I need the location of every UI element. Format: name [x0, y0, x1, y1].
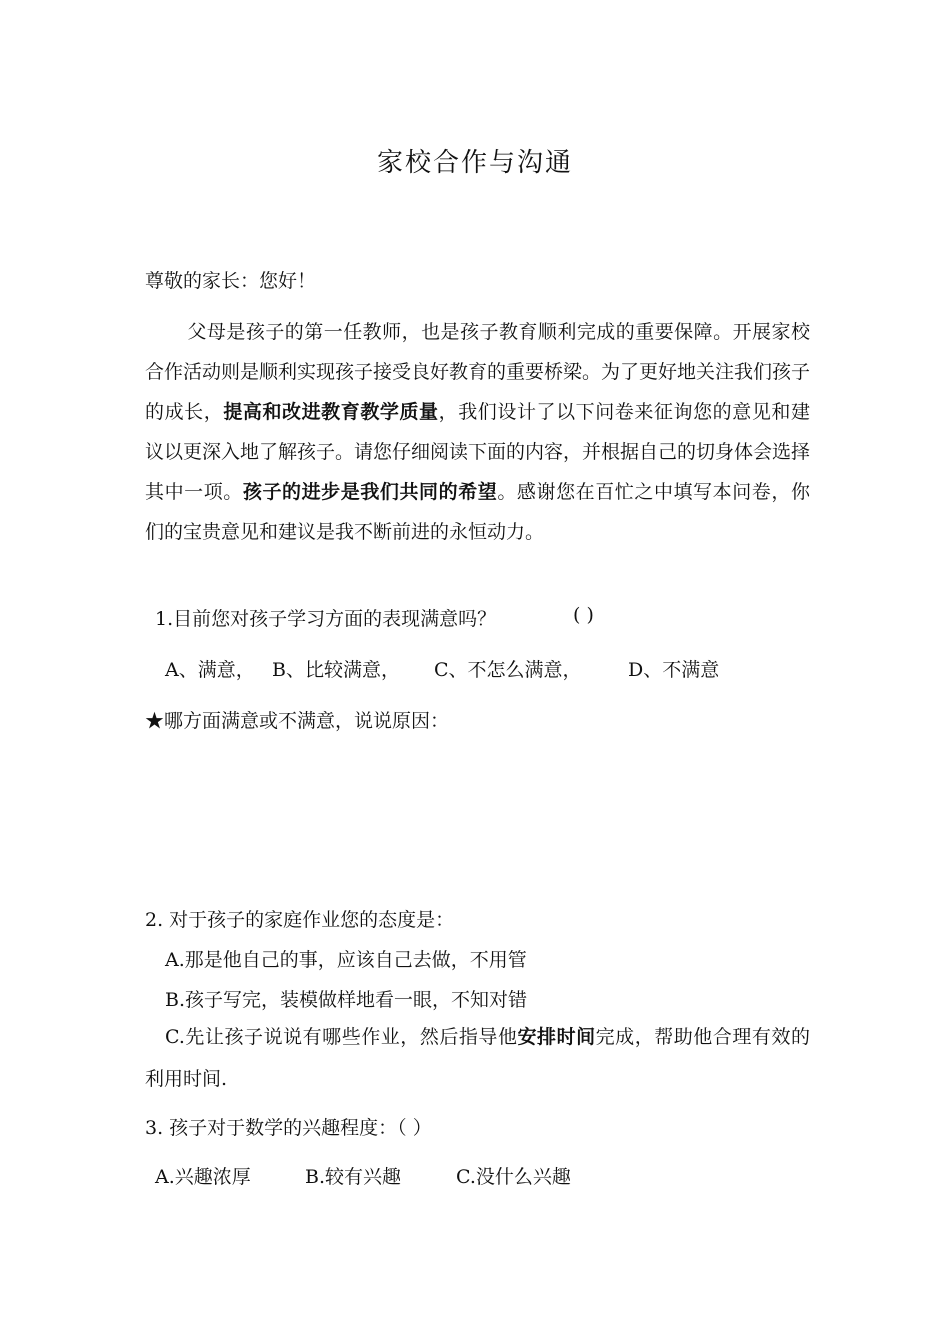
- intro-text-1: 父母是孩子的第一任教师，也是孩子教育顺利完成的重要保障。开展家校合作活动则是顺利实现孩子接受良好教育的重要桥梁。为了更好地关注我们孩子的成长，: [145, 321, 811, 423]
- q1-option-d: D、不满意: [628, 659, 720, 681]
- greeting: 尊敬的家长：您好！: [145, 270, 317, 292]
- q2-option-b: B.孩子写完，装模做样地看一眼，不知对错: [165, 989, 528, 1011]
- q3-option-b: B.较有兴趣: [305, 1166, 402, 1188]
- q3-option-c: C.没什么兴趣: [456, 1166, 571, 1188]
- intro-text-2: ，我们设计了以下问卷来征询您的意见和建议以更深入地了解孩子。请您仔细阅读下面的内容，并根据自己的切身体会选择其中一项。: [145, 401, 811, 503]
- page-title: 家校合作与沟通: [376, 148, 573, 178]
- q2-option-a: A.那是他自己的事，应该自己去做，不用管: [165, 949, 527, 971]
- q1-option-c: C、不怎么满意，: [434, 659, 582, 681]
- q2-option-c-text-2: 完成，帮助他合理有效的利用时间.: [145, 1026, 810, 1090]
- q2-option-c: [145, 1016, 810, 1100]
- q1-answer-paren: ( ): [573, 604, 594, 626]
- intro-paragraph: [145, 312, 810, 552]
- q3-question: 3. 孩子对于数学的兴趣程度：（ ）: [145, 1117, 432, 1139]
- intro-text-3: 。感谢您在百忙之中填写本问卷，你们的宝贵意见和建议是我不断前进的永恒动力。: [145, 481, 810, 543]
- q2-option-c-bold: 安排时间: [517, 1026, 596, 1048]
- q1-followup: ★哪方面满意或不满意，说说原因：: [145, 710, 450, 732]
- q2-question: 2. 对于孩子的家庭作业您的态度是：: [145, 909, 455, 931]
- q1-option-a: A、满意，: [165, 659, 255, 681]
- q2-option-c-text-1: C.先让孩子说说有哪些作业，然后指导他: [165, 1026, 518, 1048]
- q1-question: 1.目前您对孩子学习方面的表现满意吗？: [155, 608, 497, 630]
- intro-bold-1: 提高和改进教育教学质量: [223, 401, 439, 423]
- intro-bold-2: 孩子的进步是我们共同的希望: [242, 481, 498, 503]
- q3-option-a: A.兴趣浓厚: [155, 1166, 251, 1188]
- q1-option-b: B、比较满意，: [272, 659, 400, 681]
